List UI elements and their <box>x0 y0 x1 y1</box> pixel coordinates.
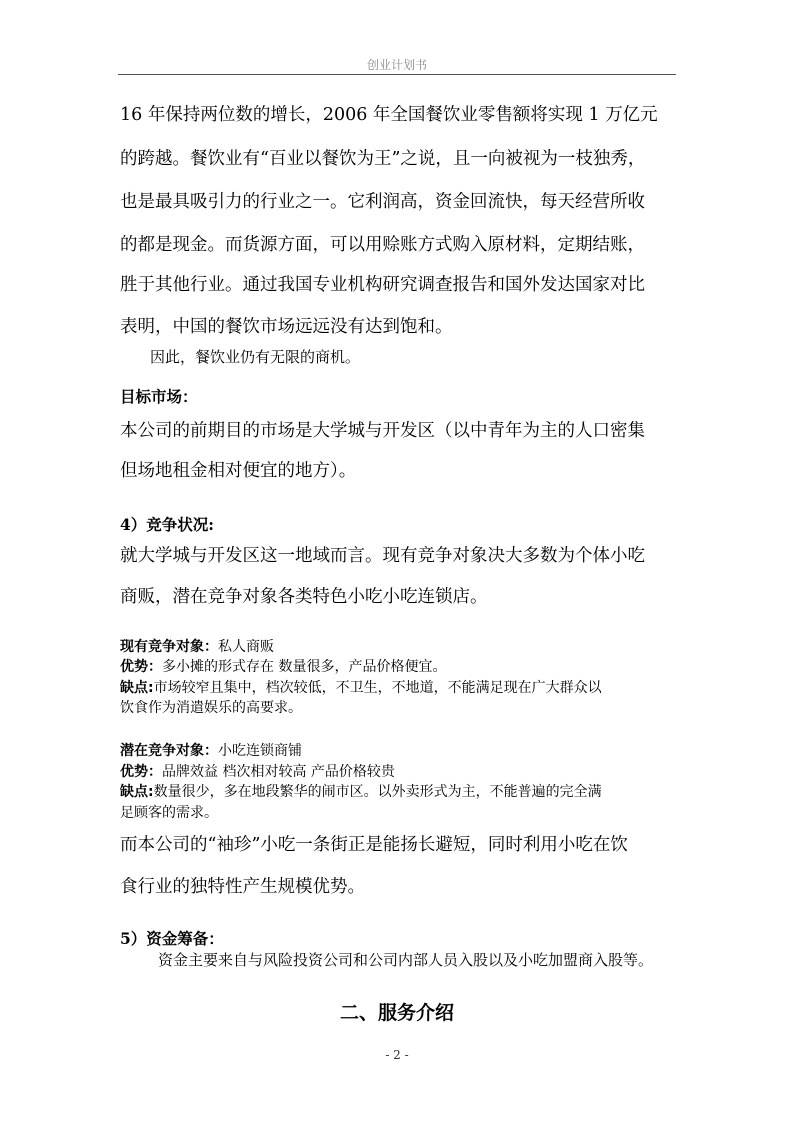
potential-competitor-label: 潜在竞争对象： <box>120 743 218 759</box>
paragraph-line: 表明，中国的餐饮市场远远没有达到饱和。 <box>120 317 453 337</box>
potential-weakness-label: 缺点: <box>120 784 154 800</box>
existing-strength-row <box>120 658 446 676</box>
competition-line: 就大学城与开发区这一地域而言。现有竞争对象决大多数为个体小吃 <box>120 546 645 566</box>
funding-text: 资金主要来自与风险投资公司和公司内部人员入股以及小吃加盟商入股等。 <box>158 951 654 969</box>
potential-weakness-text: 数量很少，多在地段繁华的闹市区。以外卖形式为主，不能普遍的完全满 <box>153 784 602 800</box>
paragraph-line: 的跨越。餐饮业有“百业以餐饮为王”之说，且一向被视为一枝独秀， <box>120 149 646 169</box>
competition-summary-line: 食行业的独特性产生规模优势。 <box>120 877 365 897</box>
section-title: 二、服务介绍 <box>339 1002 454 1024</box>
existing-strength-text: 多小摊的形式存在 数量很多，产品价格便宜。 <box>162 659 447 675</box>
existing-weakness-continued: 饮食作为消遣娱乐的高要求。 <box>120 700 302 716</box>
existing-competitor-label: 现有竞争对象： <box>120 639 218 655</box>
existing-strength-label: 优势： <box>120 659 162 675</box>
existing-weakness-row <box>120 679 602 697</box>
existing-competitor-row <box>120 638 274 656</box>
paragraph-line: 胜于其他行业。通过我国专业机构研究调查报告和国外发达国家对比 <box>120 275 645 295</box>
potential-competitor-row <box>120 742 302 760</box>
potential-weakness-continued: 足顾客的需求。 <box>120 805 218 821</box>
funding-heading: 5）资金筹备： <box>120 929 224 948</box>
potential-strength-label: 优势： <box>120 764 162 780</box>
existing-weakness-label: 缺点: <box>120 680 154 696</box>
target-market-line: 但场地租金相对便宜的地方）。 <box>120 461 357 481</box>
competition-summary-line: 而本公司的“袖珍”小吃一条街正是能扬长避短，同时利用小吃在饮 <box>120 835 628 855</box>
header-divider <box>118 74 676 75</box>
competition-line: 商贩，潜在竞争对象各类特色小吃小吃连锁店。 <box>120 587 488 607</box>
paragraph-line: 也是最具吸引力的行业之一。它利润高，资金回流快，每天经营所收 <box>120 192 645 212</box>
target-market-line: 本公司的前期目的市场是大学城与开发区（以中青年为主的人口密集 <box>120 421 645 441</box>
potential-competitor-value: 小吃连锁商铺 <box>218 743 302 759</box>
existing-weakness-text: 市场较窄且集中，档次较低，不卫生，不地道，不能满足现在广大群众以 <box>153 680 602 696</box>
competition-heading: 4）竞争状况: <box>120 515 215 534</box>
target-market-heading: 目标市场： <box>120 387 198 406</box>
potential-strength-text: 品牌效益 档次相对较高 产品价格较贵 <box>162 764 395 780</box>
potential-strength-row <box>120 763 395 781</box>
page-number: - 2 - <box>385 1048 409 1062</box>
paragraph-conclusion: 因此，餐饮业仍有无限的商机。 <box>150 348 361 366</box>
paragraph-line: 16 年保持两位数的增长，2006 年全国餐饮业零售额将实现 1 万亿元 <box>120 105 658 125</box>
potential-weakness-row <box>120 783 602 801</box>
existing-competitor-value: 私人商贩 <box>218 639 274 655</box>
page-header-title: 创业计划书 <box>366 58 427 72</box>
paragraph-line: 的都是现金。而货源方面，可以用赊账方式购入原材料，定期结账， <box>120 235 645 255</box>
